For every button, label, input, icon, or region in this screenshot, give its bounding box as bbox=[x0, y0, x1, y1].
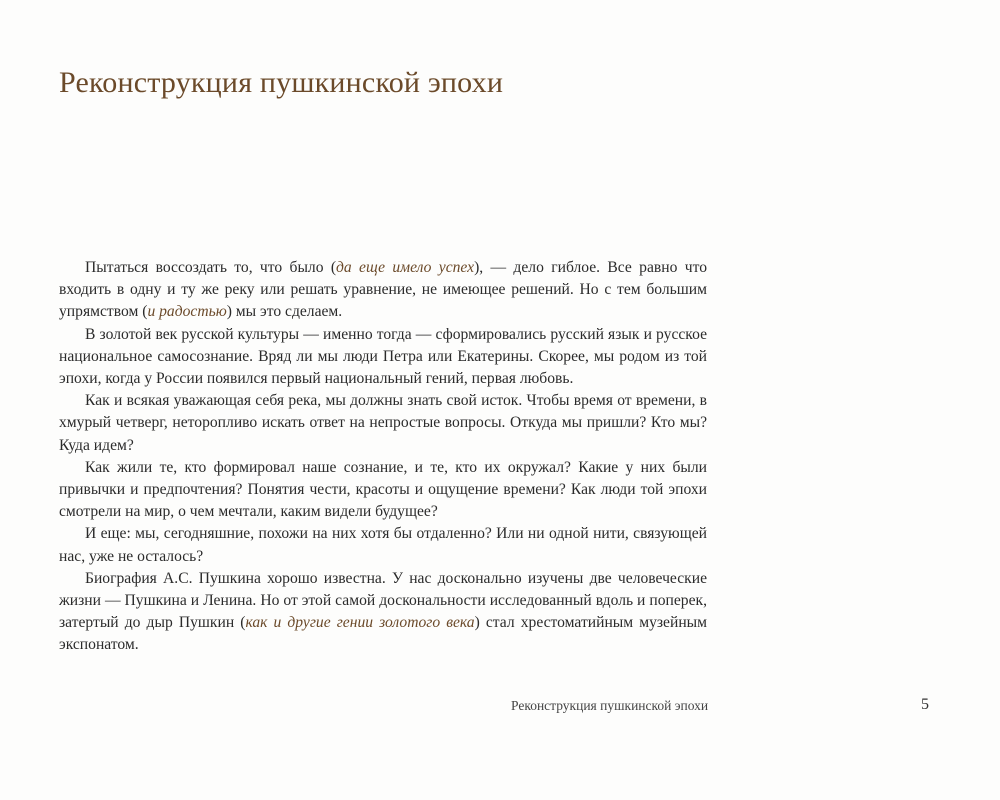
paragraph: Как жили те, кто формировал наше сознание, и те, кто их окружал? Какие у них были привычки и предпочтения? Понятия чести, красоты и ощущение времени? Как люди той эпохи смотрели на мир, о чем мечтали, каким видели будущее? bbox=[59, 458, 707, 521]
paragraph-text: Биография А.С. Пушкина хорошо известна. У нас досконально изучены две человеческие жизни — Пушкина и Ленина. Но от этой самой доскональности исследованный вдоль и поперек, затертый до дыр Пушкин ( bbox=[59, 569, 707, 632]
page-title: Реконструкция пушкинской эпохи bbox=[59, 66, 504, 99]
body-text bbox=[59, 257, 707, 657]
running-footer-title: Реконструкция пушкинской эпохи bbox=[511, 698, 709, 713]
paragraph: И еще: мы, сегодняшние, похожи на них хотя бы отдаленно? Или ни одной нити, связующей нас, уже не осталось? bbox=[59, 525, 707, 565]
paragraph-text: Пытаться воссоздать то, что было ( bbox=[85, 259, 337, 276]
paragraph bbox=[59, 257, 707, 324]
paragraph bbox=[59, 568, 707, 657]
paragraph-text: ) мы это сделаем. bbox=[226, 303, 343, 321]
page-number: 5 bbox=[921, 696, 929, 713]
paragraph-text: ) стал хрестоматийным музейным экспонатом. bbox=[59, 614, 708, 654]
paragraph: В золотой век русской культуры — именно тогда — сформировались русский язык и русское национальное самосознание. Вряд ли мы люди Петра или Екатерины. Скорее, мы родом из той эпохи, когда у России появился первый национальный гений, первая любовь. bbox=[59, 325, 707, 388]
italic-aside: и радостью bbox=[147, 303, 227, 321]
italic-aside: как и другие гении золотого века bbox=[245, 614, 475, 632]
paragraph: Как и всякая уважающая себя река, мы должны знать свой исток. Чтобы время от времени, в хмурый четверг, неторопливо искать ответ на непростые вопросы. Откуда мы пришли? Кто мы? Куда идем? bbox=[59, 392, 707, 454]
paragraph-text: ), — дело гиблое. Все равно что входить в одну и ту же реку или решать уравнение, не имеющее решений. Но с тем большим упрямством ( bbox=[59, 259, 707, 321]
italic-aside: да еще имело успех bbox=[336, 259, 475, 276]
